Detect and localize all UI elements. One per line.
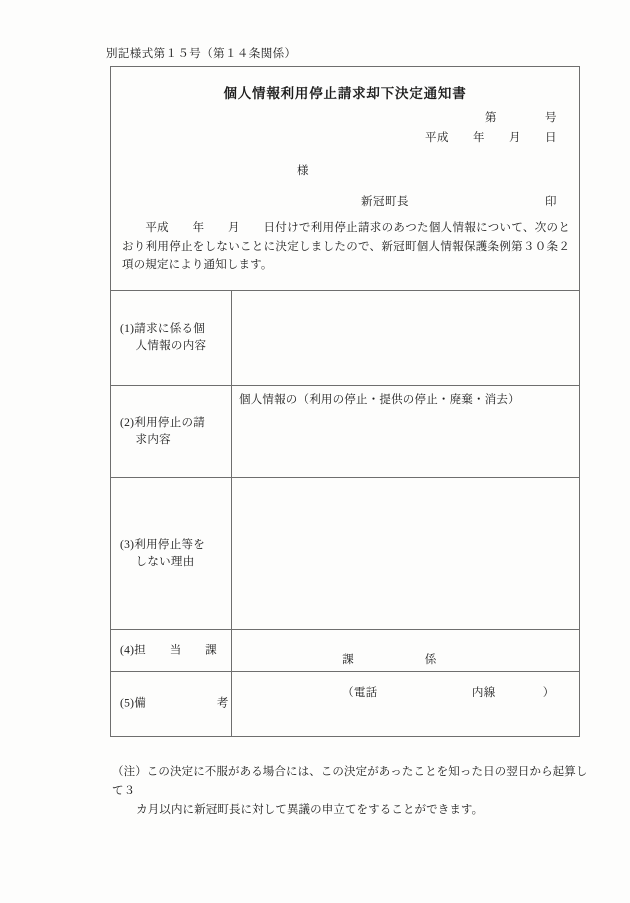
issuer-name: 新冠町長: [361, 196, 409, 208]
row-label-line1: (4)担 当 課: [120, 643, 217, 656]
row-content-requested-info[interactable]: [232, 291, 580, 386]
notice-form-table: [110, 66, 580, 737]
table-row: [111, 478, 580, 630]
row-content-reason[interactable]: [232, 478, 580, 630]
table-row: [111, 630, 580, 672]
document-number-field: 第 号: [485, 112, 557, 124]
table-row: [111, 672, 580, 737]
row-label-line1: (2)利用停止の請: [120, 416, 206, 429]
row-label-reason: [111, 478, 232, 630]
row-label-line1: (5)備 考: [120, 697, 229, 710]
row-label-requested-info: [111, 291, 232, 386]
department-section-line: 課 係: [342, 653, 437, 666]
row-label-suspension-request: [111, 386, 232, 478]
document-date-field: 平成 年 月 日: [425, 132, 557, 144]
row-label-line1: (1)請求に係る個: [120, 322, 206, 335]
document-title: 個人情報利用停止請求却下決定通知書: [223, 86, 467, 101]
row-label-line2: しない理由: [135, 555, 195, 568]
row-content-remarks[interactable]: [232, 672, 580, 737]
row-label-line2: 求内容: [135, 433, 171, 446]
body-paragraph: 平成 年 月 日付けで利用停止請求のあつた個人情報について、次のとおり利用停止をしないことに決定しましたので、新冠町個人情報保護条例第３０条２項の規定により通知します。: [122, 222, 570, 272]
issuer-row: [361, 193, 557, 209]
header-row: [111, 67, 580, 291]
footnote: [112, 763, 590, 820]
table-row: [111, 386, 580, 478]
row-label-line2: 人情報の内容: [135, 340, 207, 352]
seal-mark: 印: [545, 196, 557, 208]
row-content-suspension-request[interactable]: [232, 386, 580, 478]
footnote-line2: カ月以内に新冠町長に対して異議の申立てをすることができます。: [136, 803, 484, 816]
department-phone-line: （電話 内線 ）: [342, 687, 555, 700]
row-content-department[interactable]: [232, 630, 580, 700]
row-content-text: 個人情報の（利用の停止・提供の停止・廃棄・消去）: [239, 394, 520, 406]
footnote-line1: （注）この決定に不服がある場合には、この決定があったことを知った日の翌日から起算して３: [112, 766, 588, 797]
header-cell: [111, 67, 580, 291]
row-label-remarks: [111, 672, 232, 737]
table-row: [111, 291, 580, 386]
row-label-line1: (3)利用停止等を: [120, 538, 206, 551]
addressee-honorific: 様: [297, 165, 309, 177]
form-number-label: 別記様式第１５号（第１４条関係）: [106, 48, 297, 60]
row-label-department: [111, 630, 232, 672]
